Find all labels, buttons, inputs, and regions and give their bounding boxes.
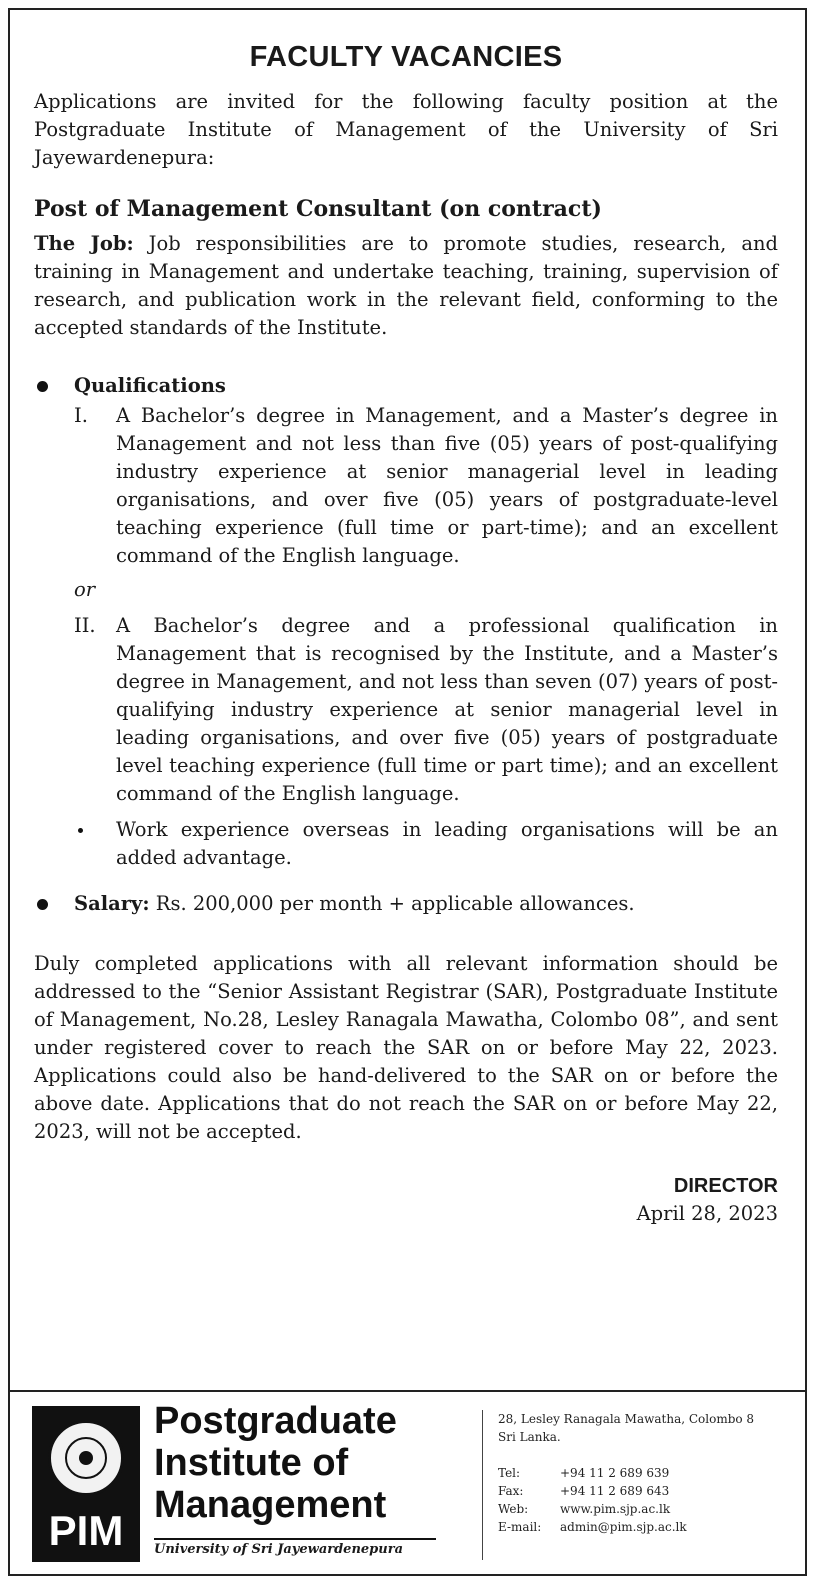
small-bullet-icon bbox=[78, 828, 83, 833]
advert-date: April 28, 2023 bbox=[636, 1202, 778, 1225]
qualification-1 bbox=[34, 402, 778, 570]
contact-label: Fax: bbox=[498, 1484, 524, 1498]
bullet-icon bbox=[37, 381, 48, 392]
salary-line bbox=[34, 890, 778, 918]
qualifications-heading bbox=[34, 372, 778, 400]
university-seal-icon bbox=[48, 1420, 124, 1496]
qualification-1-text: A Bachelor’s degree in Management, and a Master’s degree in Management and not less than five (05) years of post-qualifying industry experience at senior managerial level in leading organisations, and over five (05) years of postgraduate-level teaching experience (full time or part-time); and an excellent command of the English language. bbox=[116, 404, 778, 567]
qualification-2-number: II. bbox=[74, 614, 96, 637]
contact-email bbox=[498, 1518, 754, 1536]
institute-underline bbox=[154, 1538, 436, 1540]
contact-web bbox=[498, 1500, 754, 1518]
logo-text: PIM bbox=[48, 1507, 124, 1554]
contact-label: Web: bbox=[498, 1502, 529, 1516]
contact-value: admin@pim.sjp.ac.lk bbox=[560, 1520, 687, 1534]
qualification-2 bbox=[34, 612, 778, 808]
or-separator: or bbox=[74, 578, 96, 601]
signatory: DIRECTOR bbox=[673, 1175, 778, 1197]
contact-value: +94 11 2 689 639 bbox=[560, 1466, 670, 1480]
bullet-icon bbox=[37, 899, 48, 910]
overseas-note-text: Work experience overseas in leading organisations will be an added advantage. bbox=[116, 818, 778, 869]
contact-label: E-mail: bbox=[498, 1520, 542, 1534]
institute-footer bbox=[8, 1390, 807, 1576]
salary-label: Salary: bbox=[74, 892, 150, 915]
pim-logo bbox=[32, 1406, 140, 1562]
contact-block bbox=[498, 1410, 754, 1536]
closing-paragraph: Duly completed applications with all relevant information should be addressed to the “Senior Assistant Registrar (SAR), Postgraduate Institute of Management, No.28, Lesley Ranagala Mawatha, Colombo 08”, and sent under registered cover to reach the SAR on or before May 22, 2023. Applications could also be hand-delivered to the SAR on or before the above date. Applications that do not reach the SAR on or before May 22, 2023, will not be accepted. bbox=[34, 952, 778, 1143]
address-line: Sri Lanka. bbox=[498, 1430, 561, 1444]
address-line: 28, Lesley Ranagala Mawatha, Colombo 8 bbox=[498, 1412, 755, 1426]
seal-core bbox=[79, 1451, 93, 1465]
institute-name-line: Postgraduate bbox=[154, 1400, 397, 1442]
job-label: The Job: bbox=[34, 232, 134, 255]
contact-value: +94 11 2 689 643 bbox=[560, 1484, 670, 1498]
job-text: Job responsibilities are to promote studies, research, and training in Management and undertake teaching, training, supervision of research, and publication work in the relevant field, conforming to the accepted standards of the Institute. bbox=[34, 232, 778, 339]
post-title: Post of Management Consultant (on contract) bbox=[34, 196, 602, 222]
contact-tel bbox=[498, 1464, 754, 1482]
advert-body bbox=[34, 40, 778, 1228]
qualification-2-text: A Bachelor’s degree and a professional qualification in Management that is recognised by the Institute, and a Master’s degree in Management, and not less than seven (07) years of post-qualifying industry experience at senior managerial level in leading organisations, and over five (05) years of postgraduate level teaching experience (full time or part time); and an excellent command of the English language. bbox=[116, 614, 778, 805]
qualification-1-number: I. bbox=[74, 404, 88, 427]
intro-paragraph: Applications are invited for the following faculty position at the Postgraduate Institute of Management of the University of Sri Jayewardenepura: bbox=[34, 90, 778, 169]
job-description bbox=[34, 230, 778, 342]
institute-name bbox=[154, 1400, 397, 1526]
signoff bbox=[34, 1172, 778, 1228]
university-name: University of Sri Jayewardenepura bbox=[154, 1542, 403, 1557]
salary-text: Rs. 200,000 per month + applicable allowances. bbox=[149, 892, 635, 915]
contact-value: www.pim.sjp.ac.lk bbox=[560, 1502, 671, 1516]
advert-title: FACULTY VACANCIES bbox=[249, 41, 563, 73]
footer-divider bbox=[482, 1410, 483, 1560]
contact-fax bbox=[498, 1482, 754, 1500]
institute-name-line: Management bbox=[154, 1484, 387, 1526]
qualifications-heading-text: Qualifications bbox=[74, 374, 226, 397]
contact-label: Tel: bbox=[498, 1466, 521, 1480]
seal-ring bbox=[65, 1437, 107, 1479]
institute-name-line: Institute of bbox=[154, 1442, 349, 1484]
overseas-note bbox=[34, 816, 778, 872]
